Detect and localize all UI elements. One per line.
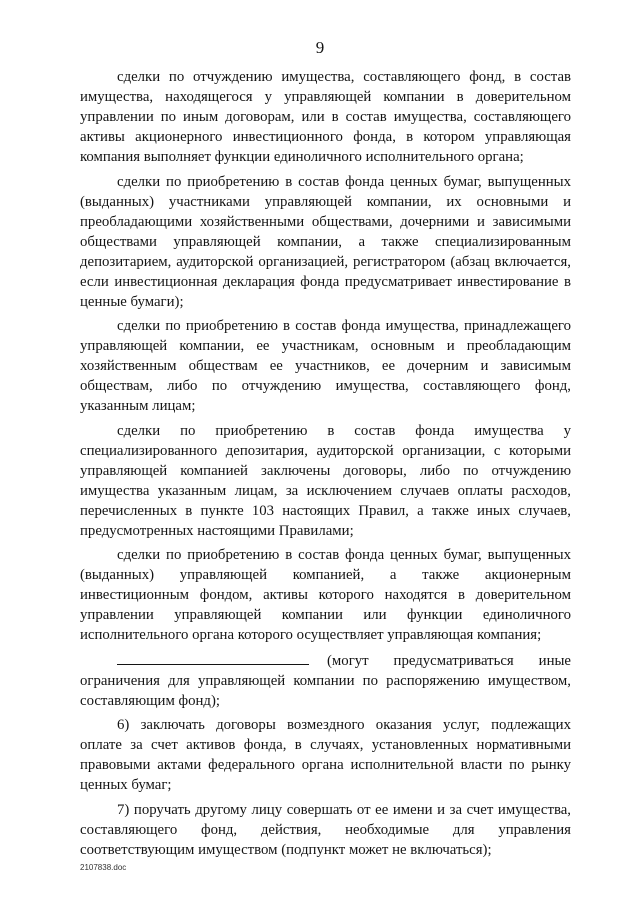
paragraph-depositary-auditor: сделки по приобретению в состав фонда имущества у специализированного депозитария, аудиторской организации, с которыми управляющей компанией заключены договоры, либо по отчуждению имущества указанным лицам, за исключением случаев оплаты расходов, перечисленных в пункте 103 настоящих Правил, а также иных случаев, предусмотренных настоящими Правилами; [80,422,571,539]
paragraph-alienation-deals: сделки по отчуждению имущества, составляющего фонд, в состав имущества, находящегося у управляющей компании в доверительном управлении по иным договорам, или в состав имущества, составляющего активы акционерного инвестиционного фонда, в котором управляющая компания выполняет функции единоличного исполнительного органа; [80,69,571,165]
paragraph-property-of-company: сделки по приобретению в состав фонда имущества, принадлежащего управляющей компании, ее участникам, основным и преобладающим хозяйственным обществам ее участников, ее дочерним и зависимым обществам, либо по отчуждению имущества, составляющего фонд, указанным лицам; [80,318,571,414]
paragraph-other-restrictions [80,650,571,711]
paragraph-securities-of-participants: сделки по приобретению в состав фонда ценных бумаг, выпущенных (выданных) участниками управляющей компании, их основными и преобладающими хозяйственными обществами, дочерними и зависимыми обществами управляющей компании, а также специализированным депозитарием, аудиторской организацией, регистратором (абзац включается, если инвестиционная декларация фонда предусматривает инвестирование в ценные бумаги); [80,173,571,310]
document-body [80,67,571,864]
other-restrictions-text: (могут предусматриваться иные ограничения для управляющей компании по распоряжению имуществом, составляющим фонд); [80,652,571,709]
page-number: 9 [315,38,325,57]
paragraph-own-securities: сделки по приобретению в состав фонда ценных бумаг, выпущенных (выданных) управляющей компанией, а также акционерным инвестиционным фондом, активы которого находятся в доверительном управлении управляющей компании или функции единоличного исполнительного органа которого осуществляет управляющая компания; [80,547,571,643]
paragraph-item-7: 7) поручать другому лицу совершать от ее имени и за счет имущества, составляющего фонд, действия, необходимые для управления соответствующим имуществом (подпункт может не включаться); [80,801,571,858]
fill-in-blank [117,650,309,665]
paragraph-item-6: 6) заключать договоры возмездного оказания услуг, подлежащих оплате за счет активов фонда, в случаях, установленных нормативными правовыми актами федерального органа исполнительной власти по рынку ценных бумаг; [80,717,571,793]
file-reference: 2107838.doc [80,863,127,872]
